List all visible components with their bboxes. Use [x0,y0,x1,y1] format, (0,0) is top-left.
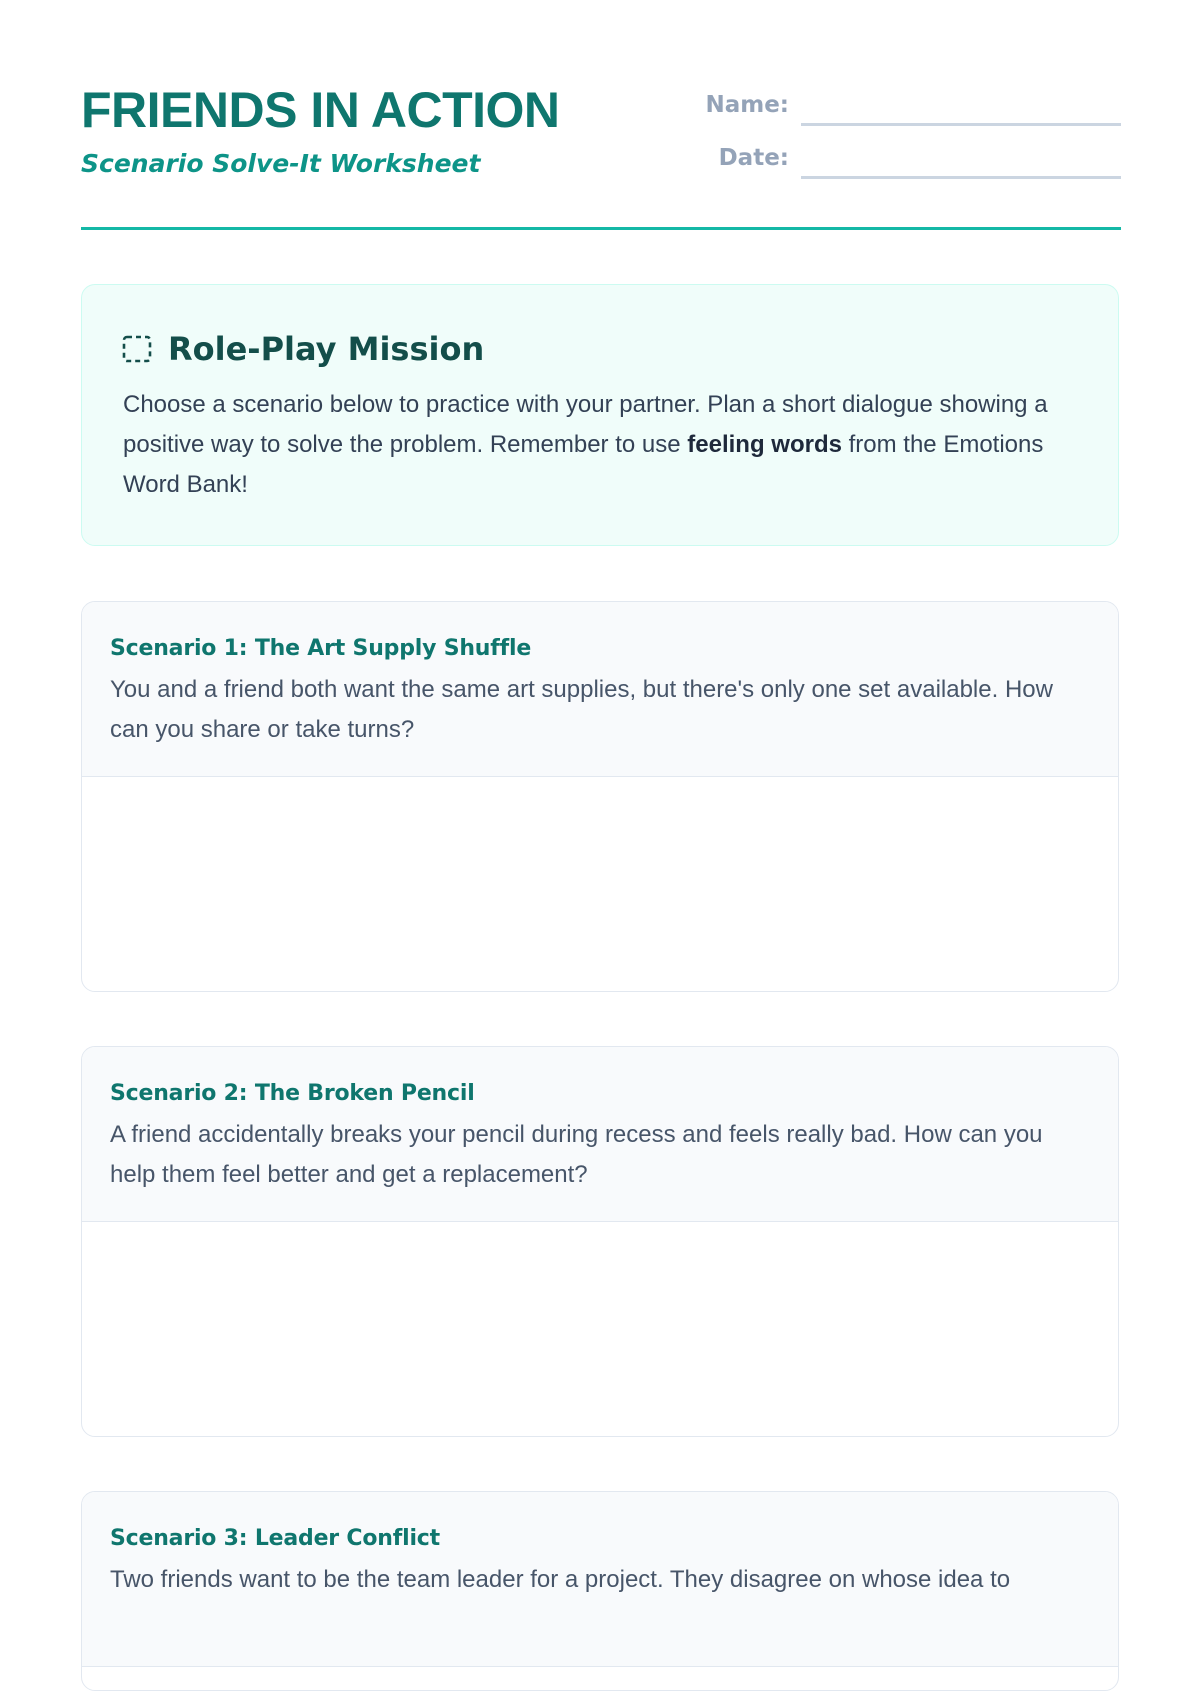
mission-title: Role-Play Mission [168,330,485,368]
dashed-square-icon [122,335,152,363]
scenario-header [82,1492,1118,1667]
mission-box [81,284,1119,546]
scenario-description: Two friends want to be the team leader for a project. They disagree on whose idea to [110,1566,1011,1593]
scenario-header [82,602,1118,777]
scenario-card-1 [81,601,1119,992]
date-blank-line[interactable] [801,176,1121,179]
scenario-answer-area[interactable] [82,777,1118,991]
name-blank-line[interactable] [801,123,1121,126]
scenario-header [82,1047,1118,1222]
scenario-card-2 [81,1046,1119,1437]
name-row [701,90,1121,126]
worksheet-page [81,0,1121,1593]
mission-heading [122,327,484,371]
worksheet-header [81,0,1121,230]
mission-instructions [123,385,1083,505]
page-title: FRIENDS IN ACTION [81,82,560,138]
header-divider [81,227,1121,230]
mission-text-bold: feeling words [687,431,842,458]
scenario-answer-area[interactable] [82,1667,1118,1691]
scenario-answer-area[interactable] [82,1222,1118,1436]
scenario-description: You and a friend both want the same art supplies, but there's only one set available. How can you share or take turns? [110,676,1053,743]
date-row [701,143,1121,179]
scenario-card-3 [81,1491,1119,1691]
date-label: Date: [718,145,789,171]
scenario-title: Scenario 1: The Art Supply Shuffle [110,636,532,661]
name-label: Name: [705,92,789,118]
scenario-title: Scenario 2: The Broken Pencil [110,1081,475,1106]
mission-text-end: from the Emotions Word Bank! [123,431,1044,498]
scenario-description: A friend accidentally breaks your pencil during recess and feels really bad. How can you help them feel better and get a replacement? [110,1121,1043,1188]
scenario-title: Scenario 3: Leader Conflict [110,1526,440,1551]
mission-text-start: Choose a scenario below to practice with your partner. Plan a short dialogue showing a positive way to solve the problem. Remember to use [123,391,1048,458]
page-subtitle: Scenario Solve-It Worksheet [81,149,481,178]
